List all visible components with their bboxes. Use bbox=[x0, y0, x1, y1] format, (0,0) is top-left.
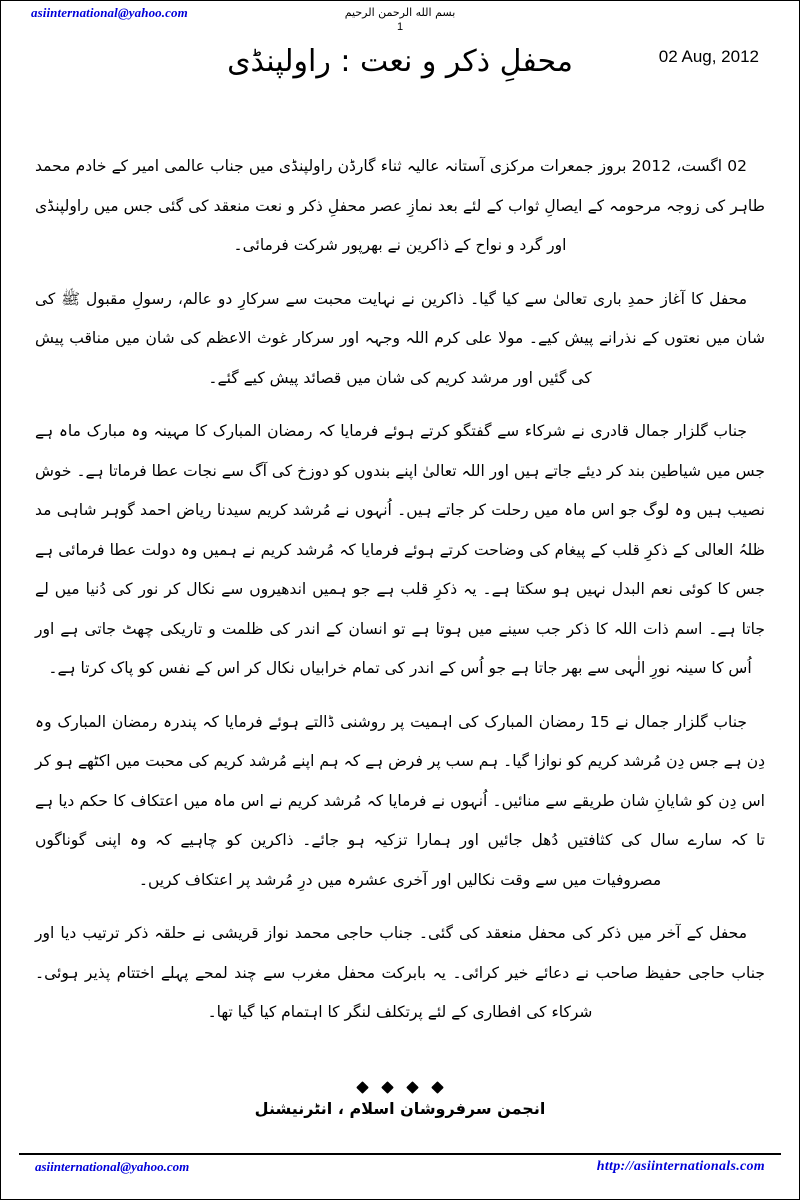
bismillah-text: بسم الله الرحمن الرحيم bbox=[344, 6, 456, 19]
diamond-icon bbox=[356, 1081, 369, 1094]
header-bar bbox=[1, 5, 799, 31]
publication-date: 02 Aug, 2012 bbox=[658, 47, 759, 66]
header-email-link[interactable]: asiinternational@yahoo.com bbox=[31, 5, 188, 20]
ornament-divider bbox=[1, 1079, 799, 1095]
diamond-icon bbox=[406, 1081, 419, 1094]
footer-divider bbox=[19, 1153, 781, 1155]
article-paragraph: محفل کا آغاز حمدِ باری تعالیٰ سے کیا گیا۔ ذاکرین نے نہایت محبت سے سرکارِ دو عالم، رسولِ مقبول ﷺ کی شان میں نعتوں کے نذرانے پیش کیے۔ مولا علی کرم اللہ وجہہ اور سرکار غوث الاعظم کی شان میں مناقب پیش کی گئیں اور مرشد کریم کی شان میں قصائد پیش کیے گئے۔ bbox=[35, 289, 765, 387]
page-title: محفلِ ذکر و نعت : راولپنڈی bbox=[227, 44, 573, 79]
article-paragraph: جناب گلزار جمال نے 15 رمضان المبارک کی اہمیت پر روشنی ڈالتے ہوئے فرمایا کہ پندرہ رمضان المبارک وہ دِن ہے جس دِن مُرشد کریم کو نوازا گیا۔ ہم سب پر فرض ہے کہ ہم اپنے مُرشد کریم کی محبت میں اکٹھے ہو کر اس دِن کو شایانِ شان طریقے سے منائیں۔ اُنہوں نے فرمایا کہ مُرشد کریم نے اس ماہ میں اعتکاف کا حکم دیا ہے تا کہ سارے سال کی کثافتیں دُھل جائیں اور ہمارا تزکیہ ہو جائے۔ ذاکرین کو چاہیے کہ وہ اپنی گوناگوں مصروفیات میں سے وقت نکالیں اور آخری عشرہ میں درِ مُرشد پر اعتکاف کریں۔ bbox=[35, 712, 765, 889]
article-paragraph: محفل کے آخر میں ذکر کی محفل منعقد کی گئی۔ جناب حاجی محمد نواز قریشی نے حلقہ ذکر ترتیب دیا اور جناب حاجی حفیظ صاحب نے دعائے خیر کرائی۔ یہ بابرکت محفل مغرب سے چند لمحے پہلے اختتام پذیر ہوئی۔ شرکاء کی افطاری کے لئے پرتکلف لنگر کا اہتمام کیا گیا تھا۔ bbox=[35, 924, 765, 1022]
article-paragraph: 02 اگست، 2012 بروز جمعرات مرکزی آستانہ عالیہ ثناء گارڈن راولپنڈی میں جناب عالمی امیر کے خادم محمد طاہر کی زوجہ مرحومہ کے ایصالِ ثواب کے لئے بعد نمازِ عصر محفلِ ذکر و نعت منعقد کی گئی جس میں راولپنڈی اور گرد و نواح کے ذاکرین نے بھرپور شرکت فرمائی۔ bbox=[35, 157, 765, 255]
footer-email-link[interactable]: asiinternational@yahoo.com bbox=[35, 1159, 190, 1174]
article-body bbox=[35, 147, 765, 1033]
footer-website-link[interactable]: http://asiinternationals.com bbox=[596, 1159, 765, 1174]
diamond-icon bbox=[381, 1081, 394, 1094]
organization-name: انجمن سرفروشان اسلام ، انٹرنیشنل bbox=[254, 1099, 546, 1118]
footer-bar bbox=[1, 1159, 799, 1189]
article-paragraph: جناب گلزار جمال قادری نے شرکاء سے گفتگو کرتے ہوئے فرمایا کہ رمضان المبارک کا مہینہ وہ مبارک ماہ ہے جس میں شیاطین بند کر دیئے جاتے ہیں اور اللہ تعالیٰ اپنے بندوں کو دوزخ کی آگ سے نجات عطا فرماتا ہے۔ خوش نصیب ہیں وہ لوگ جو اس ماہ میں رحلت کر جاتے ہیں۔ اُنہوں نے مُرشد کریم سیدنا ریاض احمد گوہر شاہی مد ظلہُ العالی کے ذکرِ قلب کے پیغام کی وضاحت کرتے ہوئے فرمایا کہ مُرشد کریم نے ہمیں وہ دولت عطا فرمائی ہے جس کا کوئی نعم البدل نہیں ہو سکتا ہے۔ یہ ذکرِ قلب ہے جو ہمیں اندھیروں سے نکال کر نور کی دُنیا میں لے جاتا ہے۔ اسم ذات اللہ کا ذکر جب سینے میں ہوتا ہے تو انسان کے اندر کی ظلمت و تاریکی چھٹ جاتی ہے اور اُس کا سینہ نورِ الٰہی سے بھر جاتا ہے جو اُس کے اندر کی تمام خرابیاں نکال کر اس کے نفس کو پاک کرتا ہے۔ bbox=[35, 422, 765, 678]
page-number: 1 bbox=[396, 21, 404, 33]
diamond-icon bbox=[431, 1081, 444, 1094]
title-row bbox=[1, 39, 799, 111]
